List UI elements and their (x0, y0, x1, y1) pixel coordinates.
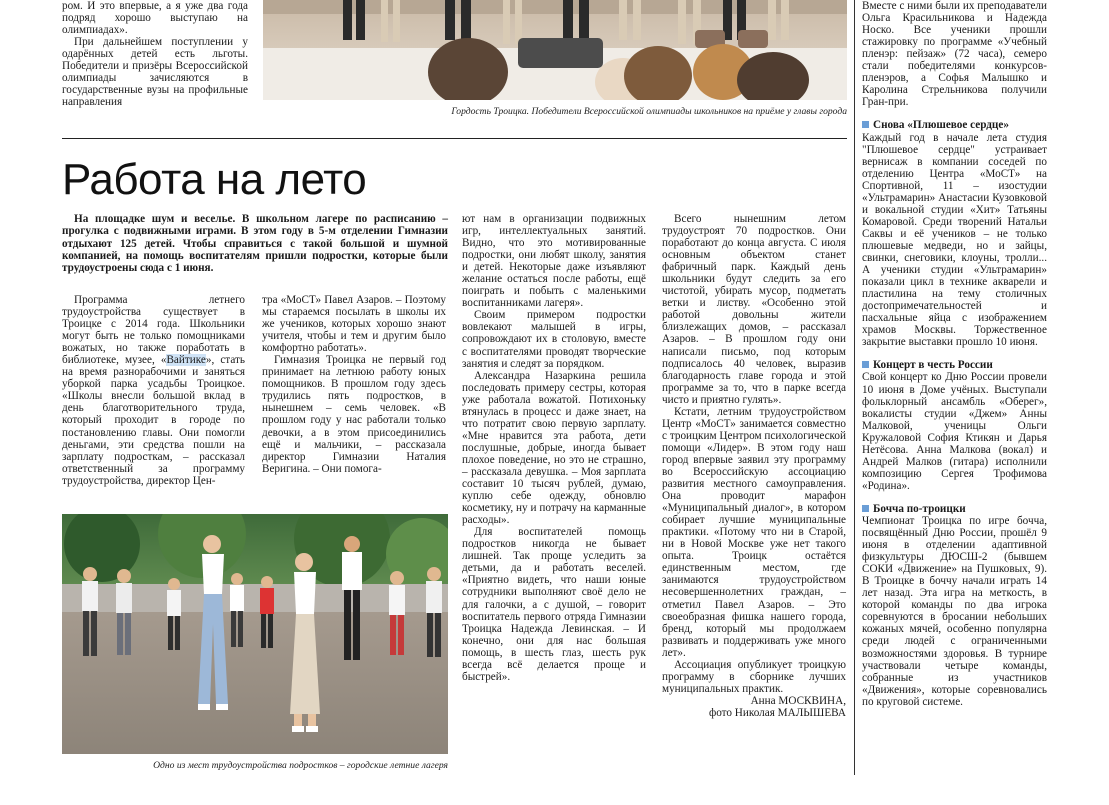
column-4-paragraph: Всего нынешним летом трудоустроят 70 подростков. Они поработают до конца августа. С июля основным объектом станет фабричный парк. Каждый день школьники будут следить за его чистотой, убирать мусор, подметать ветки и листву. «Особенно этой работой довольны жители близлежащих домов, – рассказал Азаров. – В прошлом году они написали письмо, под которым подписалось 40 человек, выразив благодарность главе города и этой программе за то, что в парке всегда чисто и приятно гулять». (662, 213, 846, 406)
sidebar-section-text: Свой концерт ко Дню России провели 10 июня в Доме учёных. Выступали фольклорный ансамбль «Оберег», вокалисты студии «Джем» Анны Малковой, ученицы Ольги Кружаловой София Ктикян и Дарья Нетёсова. Анна Малкова (вокал) и Андрей Малков (гитара) исполнили композицию Сергея Трофимова «Родина». (862, 371, 1047, 492)
column-3-paragraph: Своим примером подростки вовлекают малышей в игры, сопровождают их в столовую, вместе с воспитателями проводят творческие занятия и следят за порядком. (462, 309, 646, 370)
sidebar (862, 0, 1047, 708)
highlighted-word[interactable]: Вайтике (166, 354, 206, 367)
article-column-3 (462, 213, 646, 683)
col1-text-start: Программа летнего трудоустройства существует в Троицке с 2014 года. Школьники могут быть не только помощниками вожатых, но также поработать в библиотеке, музее, « (62, 294, 245, 367)
article-lead (62, 213, 448, 274)
article-column-1 (62, 294, 245, 487)
bullet-square-icon (862, 121, 869, 128)
column-4-paragraph: Кстати, летним трудоустройством Центр «МоСТ» занимается совместно с троицким Центром психологической помощи «Лидер». В этом году наш город впервые заявил эту программу во Всероссийскую ассоциацию развития местного самоуправления. Она проводит марафон «Муниципальный диалог», в котором собирает лучшие муниципальные практики. «Потому что ни в Старой, ни в Новой Москве уже нет такого опыта. Троицк остаётся единственным местом, где занимаются трудоустройством несовершеннолетних граждан, – отметил Павел Азаров. – Это своеобразная фишка нашего города, бренд, который мы продолжаем развивать и поддерживать уже много лет». (662, 405, 846, 659)
col1-text-end: », стать на время разнорабочими и заняться уборкой парка усадьбы Троицкое. «Школы внесли большой вклад в день благотворительного труда, который проходит в городе по постановлению главы. Они помогли деньгами, эти средства пошли на зарплату подросткам, – рассказал ответственный за программу трудоустройства, директор Цен- (62, 354, 245, 487)
bottom-photo-image (62, 514, 448, 754)
column-3-paragraph: ют нам в организации подвижных игр, интеллектуальных занятий. Видно, что это мотивированные подростки, они любят школу, занятия и детей. Некоторые даже изъявляют желание остаться после работы, ещё поиграть и побыть с маленькими воспитанниками лагеря». (462, 213, 646, 310)
top-photo-image (263, 0, 847, 100)
column-3-paragraph: Александра Назаркина решила последовать примеру сестры, которая уже работала вожатой. Потихоньку втянулась в процесс и даже знает, на что потратит свою первую зарплату. «Мне нравится эта работа, дети послушные, добрые, иногда бывает плохое поведение, но это не страшно, – рассказала девушка. – Моя зарплата составит 10 тысяч рублей, думаю, куплю себе одежду, обновлю косметику, ну и потрачу на карманные расходы». (462, 369, 646, 527)
sidebar-heading-concert (862, 359, 1047, 371)
sidebar-heading-text: Бочча по-троицки (873, 502, 966, 515)
sidebar-section-text: Чемпионат Троицка по игре бочча, посвящённый Дню России, прошёл 9 июня в отделении адаптивной физкультуры ДЮСШ-2 (бывшем СОКИ «Движение» на Пушковых, 9). В Троицке в боччу начали играть 14 лет назад. Эта игра на меткость, в которой команды по два игрока соревнуются в бросании небольших кожаных мячей, особенно популярна среди людей с ограниченными возможностями здоровья. В турнире участвовали четыре команды, собранные из участников «Движения», которые соревновались по круговой системе. (862, 515, 1047, 708)
sidebar-heading-text: Концерт в честь России (873, 359, 993, 372)
column-3-paragraph: Для воспитателей помощь подростков никогда не бывает лишней. Так проще уследить за детьми, да и работать веселей. «Приятно видеть, что наши юные сотрудники выполняют своё дело не для галочки, а с душой, – говорит воспитатель первого отряда Гимназии Троицка Надежда Левинская. – И конечно, они для нас большая помощь, в шесть глаз, шесть рук всегда всё делается проще и быстрей». (462, 526, 646, 683)
article-title: Работа на лето (62, 155, 367, 204)
sidebar-heading-boccia (862, 503, 1047, 515)
top-left-text (62, 0, 248, 108)
sidebar-section-text: Каждый год в начале лета студия "Плюшевое сердце" устраивает вернисаж в компании соседей по отделению Центра «МоСТ» на Спортивной, 11 – изостудии «Ультрамарин» Анастасии Кузовковой и вокальной студии «Хит» Татьяны Комаровой. Среди творений Натальи Саквы и её учеников – не только плюшевые медведи, но и зайцы, свинки, снеговики, клоуны, тролли... А ученики студии «Ультрамарин» показали цикл в технике акварели и пластилина на тему столичных достопримечательностей и пасхальные яйца с изображением храмов Москвы. Торжественное закрытие выставки прошло 10 июня. (862, 131, 1047, 349)
article-author: Анна МОСКВИНА, (750, 694, 846, 707)
column-2-paragraph: Гимназия Троицка не первый год принимает на летнюю работу юных помощников. В прошлом году здесь трудились пять подростков, в нынешнем – семь человек. «В прошлом году у нас работали только девочки, а в этом присоединились ещё и мальчики, – рассказала директор Гимназии Наталия Веригина. – Они помога- (262, 354, 446, 475)
bottom-photo (62, 514, 448, 754)
top-left-paragraph: ром. И это впервые, а я уже два года подряд хорошо выступаю на олимпиадах». (62, 0, 248, 37)
sidebar-intro: Вместе с ними были их преподаватели Ольга Красильникова и Надежда Носко. Все ученики прошли стажировку по программе «Учебный пленэр: пейзаж» (72 часа), семеро стали победителями конкурсов-пленэров, а Софья Малышко и Каролина Стрельникова получили Гран-при. (862, 0, 1047, 109)
lead-text: На площадке шум и веселье. В школьном лагере по расписанию – прогулка с подвижными играми. В этом году в 5-м отделении Гимназии отдыхают 125 детей. Чтобы справиться с такой большой и шумной компанией, на помощь воспитателям пришли подростки, которые были трудоустроены сюда с 1 июня. (62, 213, 448, 275)
article-column-4 (662, 213, 846, 719)
sidebar-divider (854, 0, 855, 775)
photo-credit: фото Николая МАЛЫШЕВА (708, 706, 846, 719)
column-2-paragraph: тра «МоСТ» Павел Азаров. – Поэтому мы стараемся посылать в школы их же учеников, которых хорошо знают учителя, чтобы и тем и другим было комфортно работать». (262, 294, 446, 355)
sidebar-heading-text: Снова «Плюшевое сердце» (873, 119, 1009, 132)
column-1-paragraph (62, 294, 245, 487)
column-4-paragraph: Ассоциация опубликует троицкую программу в сборнике лучших муниципальных практик. (662, 658, 846, 695)
bullet-square-icon (862, 361, 869, 368)
bullet-square-icon (862, 505, 869, 512)
top-photo-caption: Гордость Троицка. Победители Всероссийской олимпиады школьников на приёме у главы города (451, 106, 847, 117)
top-left-paragraph: При дальнейшем поступлении у одарённых детей есть льготы. Победители и призёры Всероссийской олимпиады зачисляются в государственные вузы на профильные направления (62, 36, 248, 109)
article-column-2 (262, 294, 446, 475)
section-divider (62, 138, 847, 139)
top-photo (263, 0, 847, 100)
sidebar-heading-plush (862, 119, 1047, 131)
bottom-photo-caption: Одно из мест трудоустройства подростков – городские летние лагеря (153, 760, 448, 771)
